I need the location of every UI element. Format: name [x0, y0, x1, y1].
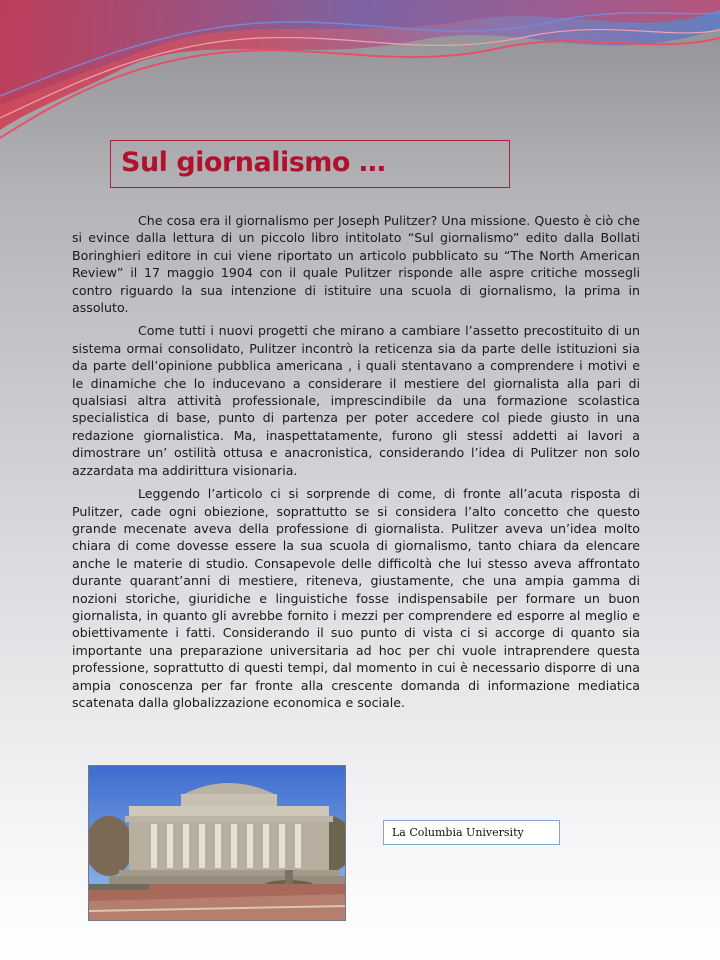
paragraph-3: Leggendo l’articolo ci si sorprende di come, di fronte all’acuta risposta di Pulitzer, cade ogni obiezione, soprattutto se si considera l’alto concetto che questo grande mecenate aveva della professione di giornalista. Pulitzer aveva un’idea molto chiara di come dovesse essere la sua scuola di giornalismo, tanto chiara da elencare anche le materie di studio. Consapevole delle difficoltà che lui stesso aveva affrontato durante quarant’anni di mestiere, riteneva, giustamente, che una ampia gamma di nozioni storiche, giuridiche e linguistiche fosse indispensabile per formare un buon giornalista, in quanto gli avrebbe fornito i mezzi per comprendere ed esporre al meglio e obiettivamente i fatti. Considerando il suo punto di vista ci si accorge di quanto sia importante una preparazione universitaria ad hoc per chi vuole intraprendere questa professione, soprattutto di questi tempi, dal momento in cui è necessario disporre di una ampia conoscenza per far fronte alla crescente domanda di informazione mediatica scatenata dalla globalizzazione economica e sociale. — [72, 486, 640, 710]
decorative-header-waves — [0, 0, 720, 150]
title-box — [110, 140, 510, 188]
page-title: Sul giornalismo … — [121, 147, 386, 178]
paragraph-2: Come tutti i nuovi progetti che mirano a cambiare l’assetto precostituito di un sistema ormai consolidato, Pulitzer incontrò la reticenza sia da parte delle istituzioni sia da parte dell’opinione pubblica americana , i quali stentavano a comprendere i motivi e le dinamiche che lo inducevano a considerare il mestiere del giornalista alla pari di qualsiasi altra attività professionale, imprescindibile da una formazione scolastica specialistica di base, punto di partenza per poter accedere col piede giusto in una redazione giornalistica. Ma, inaspettatamente, furono gli stessi addetti ai lavori a dimostrare un’ ostilità ottusa e anacronistica, considerando l’idea di Pulitzer non solo azzardata ma addirittura visionaria. — [72, 323, 640, 478]
paragraph-1: Che cosa era il giornalismo per Joseph Pulitzer? Una missione. Questo è ciò che si evince dalla lettura di un piccolo libro intitolato “Sul giornalismo” edito dalla Bollati Boringhieri editore in cui viene riportato un articolo pubblicato su “The North American Review” il 17 maggio 1904 con il quale Pulitzer risponde alle aspre critiche mossegli contro riguardo la sua intenzione di istituire una scuola di giornalismo, la prima in assoluto. — [72, 213, 640, 316]
columbia-university-photo — [88, 765, 346, 921]
article-body — [72, 212, 640, 717]
image-caption: La Columbia University — [383, 820, 560, 845]
